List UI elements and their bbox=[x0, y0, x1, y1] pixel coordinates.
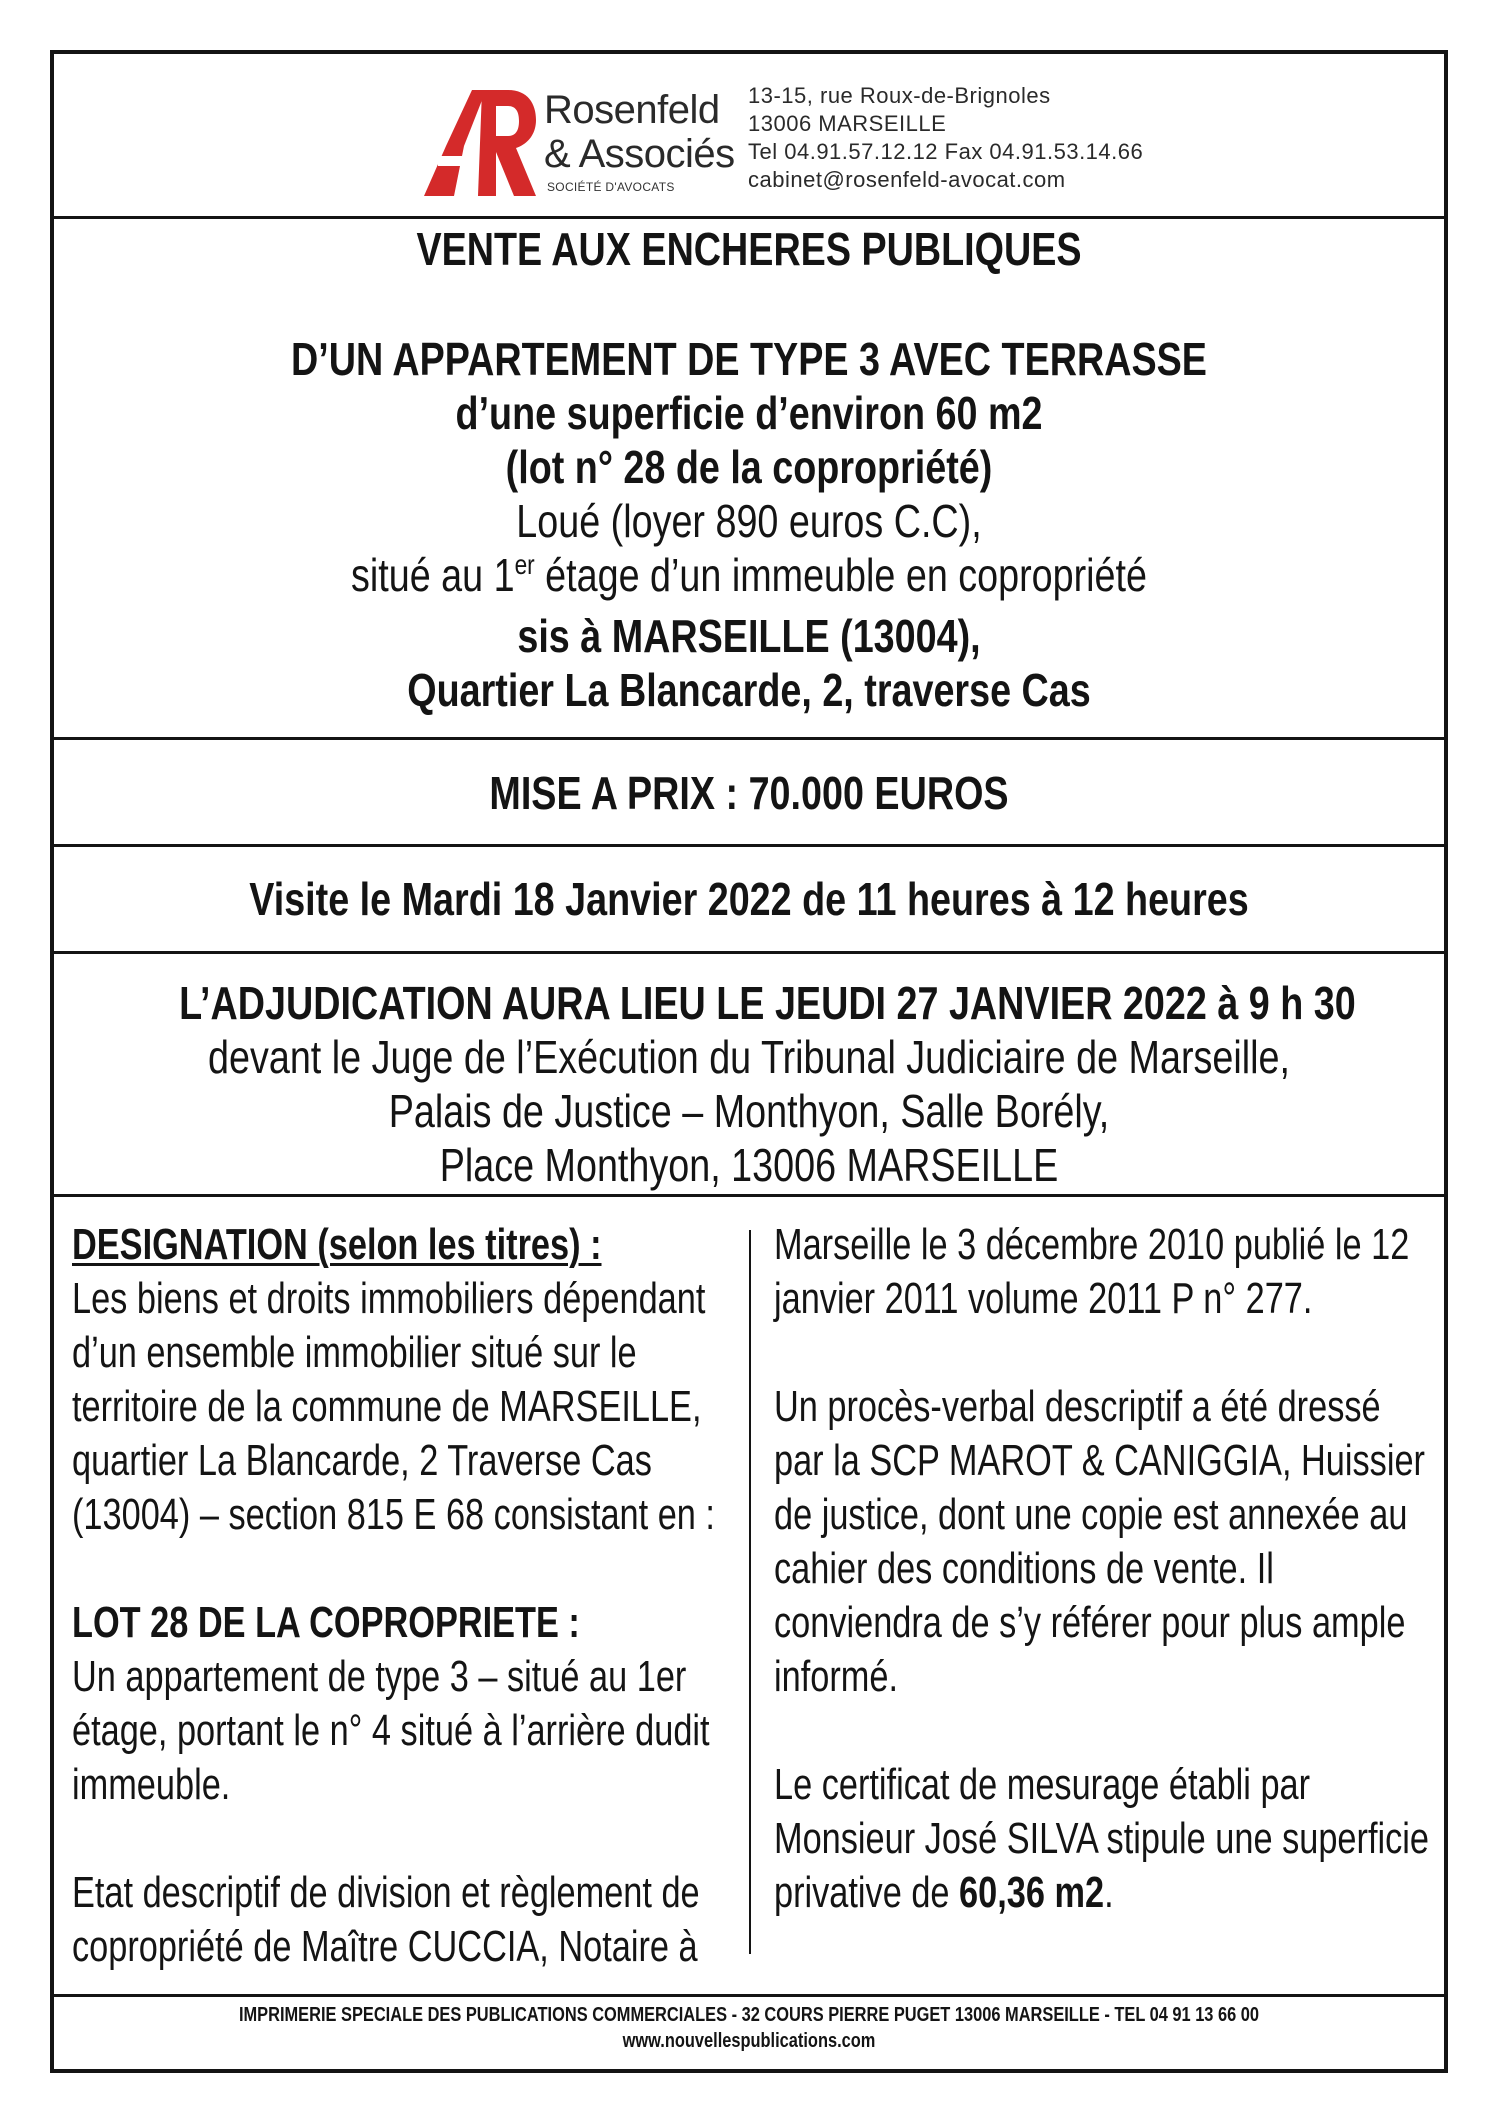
adjudication-court: devant le Juge de l’Exécution du Tribunal Judiciaire de Marseille, bbox=[208, 1031, 1290, 1083]
measurement-text: Le certificat de mesurage établi par bbox=[774, 1760, 1311, 1809]
firm-contact bbox=[748, 82, 1143, 194]
publication-text: janvier 2011 volume 2011 P n° 277. bbox=[774, 1274, 1313, 1323]
report-text: conviendra de s’y référer pour plus ample bbox=[774, 1598, 1406, 1647]
sale-title-block bbox=[54, 222, 1444, 276]
designation-text: territoire de la commune de MARSEILLE, bbox=[72, 1382, 702, 1431]
property-description bbox=[54, 332, 1444, 717]
property-line5-start: situé au 1 bbox=[350, 549, 515, 601]
designation-text: Les biens et droits immobiliers dépendant bbox=[72, 1274, 706, 1323]
lot-heading: LOT 28 DE LA COPROPRIETE : bbox=[72, 1598, 580, 1647]
adjudication-address: Place Monthyon, 13006 MARSEILLE bbox=[439, 1139, 1059, 1191]
printer-website[interactable]: www.nouvellespublications.com bbox=[622, 2030, 876, 2052]
property-line5 bbox=[179, 548, 1319, 609]
address-line1: 13-15, rue Roux-de-Brignoles bbox=[748, 83, 1051, 108]
property-line5-end: étage d’un immeuble en copropriété bbox=[534, 549, 1147, 601]
property-line6: sis à MARSEILLE (13004), bbox=[517, 610, 981, 662]
designation-text: (13004) – section 815 E 68 consistant en : bbox=[72, 1490, 715, 1539]
starting-price: MISE A PRIX : 70.000 EUROS bbox=[489, 767, 1009, 819]
measurement-text bbox=[774, 1866, 1273, 1920]
divider bbox=[54, 951, 1444, 954]
division-text: copropriété de Maître CUCCIA, Notaire à bbox=[72, 1922, 698, 1971]
adjudication-date: L’ADJUDICATION AURA LIEU LE JEUDI 27 JANVIER 2022 à 9 h 30 bbox=[179, 977, 1356, 1029]
visit-info: Visite le Mardi 18 Janvier 2022 de 11 heures à 12 heures bbox=[249, 873, 1249, 925]
divider bbox=[54, 737, 1444, 740]
designation-heading: DESIGNATION (selon les titres) : bbox=[72, 1220, 602, 1269]
property-line5-sup: er bbox=[514, 549, 535, 580]
rosenfeld-logo-icon bbox=[424, 86, 538, 196]
designation-text: d’un ensemble immobilier situé sur le bbox=[72, 1328, 637, 1377]
measurement-area: 60,36 m2 bbox=[959, 1868, 1105, 1917]
divider bbox=[54, 1194, 1444, 1197]
price-block bbox=[54, 766, 1444, 820]
publication-text: Marseille le 3 décembre 2010 publié le 12 bbox=[774, 1220, 1410, 1269]
divider bbox=[54, 1994, 1444, 1997]
printer-footer bbox=[54, 2002, 1444, 2054]
right-column bbox=[774, 1218, 1429, 1920]
firm-subtitle: SOCIÉTÉ D'AVOCATS bbox=[547, 180, 675, 194]
phone-fax: Tel 04.91.57.12.12 Fax 04.91.53.14.66 bbox=[748, 139, 1144, 164]
property-line2: d’une superficie d’environ 60 m2 bbox=[455, 387, 1043, 439]
firm-name-line1: Rosenfeld bbox=[544, 88, 720, 132]
property-line7: Quartier La Blancarde, 2, traverse Cas bbox=[407, 664, 1091, 716]
property-line3: (lot n° 28 de la copropriété) bbox=[505, 441, 993, 493]
measurement-text: Monsieur José SILVA stipule une superficie bbox=[774, 1814, 1429, 1863]
column-separator bbox=[749, 1230, 751, 1954]
address-line2: 13006 MARSEILLE bbox=[748, 111, 947, 136]
printer-info: IMPRIMERIE SPECIALE DES PUBLICATIONS COMMERCIALES - 32 COURS PIERRE PUGET 13006 MARSEILLE - TEL 04 91 13 66 00 bbox=[238, 2004, 1260, 2026]
designation-text: quartier La Blancarde, 2 Traverse Cas bbox=[72, 1436, 652, 1485]
report-text: cahier des conditions de vente. Il bbox=[774, 1544, 1274, 1593]
division-text: Etat descriptif de division et règlement de bbox=[72, 1868, 700, 1917]
lot-text: immeuble. bbox=[72, 1760, 231, 1809]
measurement-suffix: . bbox=[1104, 1868, 1114, 1917]
divider bbox=[54, 844, 1444, 847]
sale-title: VENTE AUX ENCHERES PUBLIQUES bbox=[416, 223, 1082, 275]
designation-column bbox=[72, 1218, 715, 1974]
email[interactable]: cabinet@rosenfeld-avocat.com bbox=[748, 167, 1066, 192]
report-text: de justice, dont une copie est annexée au bbox=[774, 1490, 1408, 1539]
firm-name-line2: & Associés bbox=[544, 132, 735, 176]
divider bbox=[54, 216, 1444, 219]
adjudication-venue: Palais de Justice – Monthyon, Salle Borély, bbox=[388, 1085, 1110, 1137]
property-line4: Loué (loyer 890 euros C.C), bbox=[516, 495, 982, 547]
notice-frame bbox=[50, 50, 1448, 2073]
visit-block bbox=[54, 872, 1444, 926]
measurement-prefix: privative de bbox=[774, 1868, 960, 1917]
report-text: par la SCP MAROT & CANIGGIA, Huissier bbox=[774, 1436, 1425, 1485]
property-line1: D’UN APPARTEMENT DE TYPE 3 AVEC TERRASSE bbox=[291, 333, 1207, 385]
lot-text: étage, portant le n° 4 situé à l’arrière dudit bbox=[72, 1706, 710, 1755]
lot-text: Un appartement de type 3 – situé au 1er bbox=[72, 1652, 687, 1701]
adjudication-block bbox=[54, 976, 1444, 1192]
report-text: informé. bbox=[774, 1652, 898, 1701]
report-text: Un procès-verbal descriptif a été dressé bbox=[774, 1382, 1381, 1431]
